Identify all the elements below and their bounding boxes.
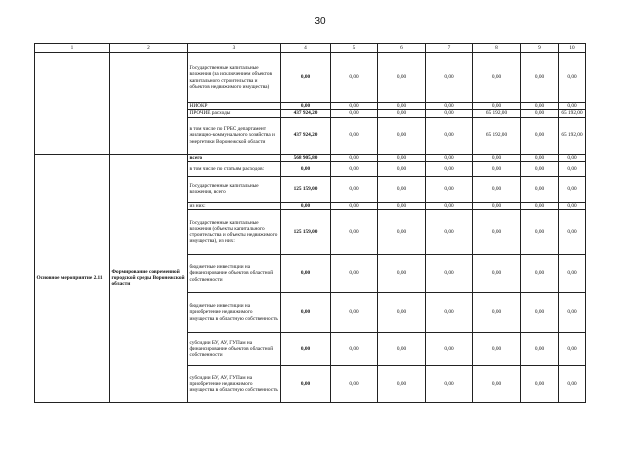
value-cell: 0,00 xyxy=(378,333,426,366)
table-row xyxy=(35,53,586,103)
value-cell: 0,00 xyxy=(331,110,378,117)
budget-table xyxy=(34,43,586,403)
value-cell: 0,00 xyxy=(559,202,586,209)
value-cell: 0,00 xyxy=(473,176,521,202)
value-cell: 0,00 xyxy=(426,366,473,403)
row-label-cell: Государственные капитальные вложения (за исключением объектов капитального строительства и объектов недвижимого имущества) xyxy=(188,53,281,103)
value-cell: 0,00 xyxy=(331,210,378,255)
value-cell: 0,00 xyxy=(559,210,586,255)
value-cell: 0,00 xyxy=(521,366,559,403)
value-cell: 0,00 xyxy=(426,255,473,293)
value-cell: 65 192,00 xyxy=(473,110,521,117)
value-cell: 0,00 xyxy=(331,366,378,403)
row-label-cell: бюджетные инвестиции на приобретение недвижимого имущества в областную собственность xyxy=(188,293,281,333)
value-cell: 0,00 xyxy=(473,293,521,333)
value-cell: 0,00 xyxy=(559,161,586,176)
value-cell: 65 192,00 xyxy=(559,117,586,154)
value-cell: 0,00 xyxy=(378,210,426,255)
value-cell: 0,00 xyxy=(521,210,559,255)
value-cell: 0,00 xyxy=(521,154,559,161)
column-number-cell: 8 xyxy=(473,44,521,53)
value-cell: 0,00 xyxy=(331,161,378,176)
value-cell: 0,00 xyxy=(378,110,426,117)
row-label-cell: субсидии БУ, АУ, ГУПам на приобретение недвижимого имущества в областную собственность xyxy=(188,366,281,403)
column-number-cell: 7 xyxy=(426,44,473,53)
value-cell: 125 159,00 xyxy=(281,210,331,255)
row-label-cell: бюджетные инвестиции на финансирование объектов областной собственности xyxy=(188,255,281,293)
value-cell: 0,00 xyxy=(426,333,473,366)
value-cell: 0,00 xyxy=(521,293,559,333)
value-cell: 0,00 xyxy=(331,293,378,333)
value-cell: 0,00 xyxy=(473,210,521,255)
column-number-cell: 3 xyxy=(188,44,281,53)
value-cell: 0,00 xyxy=(559,154,586,161)
value-cell: 0,00 xyxy=(281,255,331,293)
value-cell: 0,00 xyxy=(426,202,473,209)
value-cell: 0,00 xyxy=(426,117,473,154)
value-cell: 0,00 xyxy=(521,110,559,117)
value-cell: 0,00 xyxy=(559,366,586,403)
value-cell: 0,00 xyxy=(331,117,378,154)
value-cell: 0,00 xyxy=(281,202,331,209)
value-cell: 0,00 xyxy=(473,161,521,176)
value-cell: 0,00 xyxy=(331,154,378,161)
value-cell: 0,00 xyxy=(331,103,378,110)
value-cell: 0,00 xyxy=(473,53,521,103)
value-cell: 0,00 xyxy=(281,103,331,110)
value-cell: 0,00 xyxy=(426,53,473,103)
value-cell: 437 924,20 xyxy=(281,117,331,154)
value-cell: 0,00 xyxy=(426,161,473,176)
column-number-row xyxy=(35,44,586,53)
row-label-cell: ПРОЧИЕ расходы xyxy=(188,110,281,117)
value-cell: 0,00 xyxy=(521,53,559,103)
value-cell: 0,00 xyxy=(331,176,378,202)
value-cell: 0,00 xyxy=(473,366,521,403)
blank-title-cell xyxy=(110,53,188,155)
value-cell: 65 192,00 xyxy=(473,117,521,154)
blank-activity-cell xyxy=(35,53,110,155)
value-cell: 0,00 xyxy=(378,255,426,293)
value-cell: 0,00 xyxy=(378,366,426,403)
activity-name-cell: Основное мероприятие 2.11 xyxy=(35,154,110,403)
column-number-cell: 6 xyxy=(378,44,426,53)
row-label-cell: субсидии БУ, АУ, ГУПам на финансирование объектов областной собственности xyxy=(188,333,281,366)
value-cell: 0,00 xyxy=(426,154,473,161)
value-cell: 0,00 xyxy=(521,255,559,293)
value-cell: 0,00 xyxy=(378,176,426,202)
row-label-cell: в том числе по статьям расходов: xyxy=(188,161,281,176)
value-cell: 65 192,00 xyxy=(559,110,586,117)
row-label-cell: Государственные капитальные вложения (объекты капитального строительства и объекты недвижимого имущества), из них: xyxy=(188,210,281,255)
value-cell: 568 905,80 xyxy=(281,154,331,161)
value-cell: 0,00 xyxy=(378,53,426,103)
value-cell: 0,00 xyxy=(426,110,473,117)
value-cell: 0,00 xyxy=(426,210,473,255)
value-cell: 0,00 xyxy=(473,103,521,110)
value-cell: 0,00 xyxy=(378,161,426,176)
column-number-cell: 10 xyxy=(559,44,586,53)
value-cell: 0,00 xyxy=(281,53,331,103)
value-cell: 0,00 xyxy=(281,161,331,176)
value-cell: 437 924,20 xyxy=(281,110,331,117)
activity-title-cell: Формирование современной городской среды Воронежской области xyxy=(110,154,188,403)
value-cell: 0,00 xyxy=(559,53,586,103)
value-cell: 0,00 xyxy=(521,333,559,366)
value-cell: 0,00 xyxy=(521,161,559,176)
value-cell: 0,00 xyxy=(378,202,426,209)
row-label-cell: в том числе по ГРБС департамент жилищно-коммунального хозяйства и энергетики Воронежской области xyxy=(188,117,281,154)
value-cell: 0,00 xyxy=(331,202,378,209)
value-cell: 0,00 xyxy=(559,103,586,110)
column-number-cell: 2 xyxy=(110,44,188,53)
value-cell: 0,00 xyxy=(559,293,586,333)
value-cell: 0,00 xyxy=(473,154,521,161)
value-cell: 0,00 xyxy=(559,176,586,202)
value-cell: 0,00 xyxy=(281,366,331,403)
value-cell: 0,00 xyxy=(473,333,521,366)
row-label-cell: из них: xyxy=(188,202,281,209)
row-label-cell: всего xyxy=(188,154,281,161)
value-cell: 0,00 xyxy=(521,202,559,209)
value-cell: 0,00 xyxy=(378,103,426,110)
column-number-cell: 9 xyxy=(521,44,559,53)
value-cell: 0,00 xyxy=(426,103,473,110)
value-cell: 0,00 xyxy=(521,117,559,154)
value-cell: 0,00 xyxy=(331,333,378,366)
column-number-cell: 5 xyxy=(331,44,378,53)
value-cell: 0,00 xyxy=(378,293,426,333)
value-cell: 0,00 xyxy=(426,293,473,333)
value-cell: 125 159,00 xyxy=(281,176,331,202)
value-cell: 0,00 xyxy=(281,333,331,366)
value-cell: 0,00 xyxy=(559,255,586,293)
row-label-cell: НИОКР xyxy=(188,103,281,110)
column-number-cell: 4 xyxy=(281,44,331,53)
value-cell: 0,00 xyxy=(426,176,473,202)
value-cell: 0,00 xyxy=(521,103,559,110)
table-row xyxy=(35,154,586,161)
value-cell: 0,00 xyxy=(521,176,559,202)
row-label-cell: Государственные капитальные вложения, всего xyxy=(188,176,281,202)
value-cell: 0,00 xyxy=(473,202,521,209)
value-cell: 0,00 xyxy=(473,255,521,293)
value-cell: 0,00 xyxy=(281,293,331,333)
value-cell: 0,00 xyxy=(378,117,426,154)
value-cell: 0,00 xyxy=(559,333,586,366)
column-number-cell: 1 xyxy=(35,44,110,53)
value-cell: 0,00 xyxy=(331,255,378,293)
value-cell: 0,00 xyxy=(331,53,378,103)
value-cell: 0,00 xyxy=(378,154,426,161)
page-number: 30 xyxy=(314,16,326,27)
